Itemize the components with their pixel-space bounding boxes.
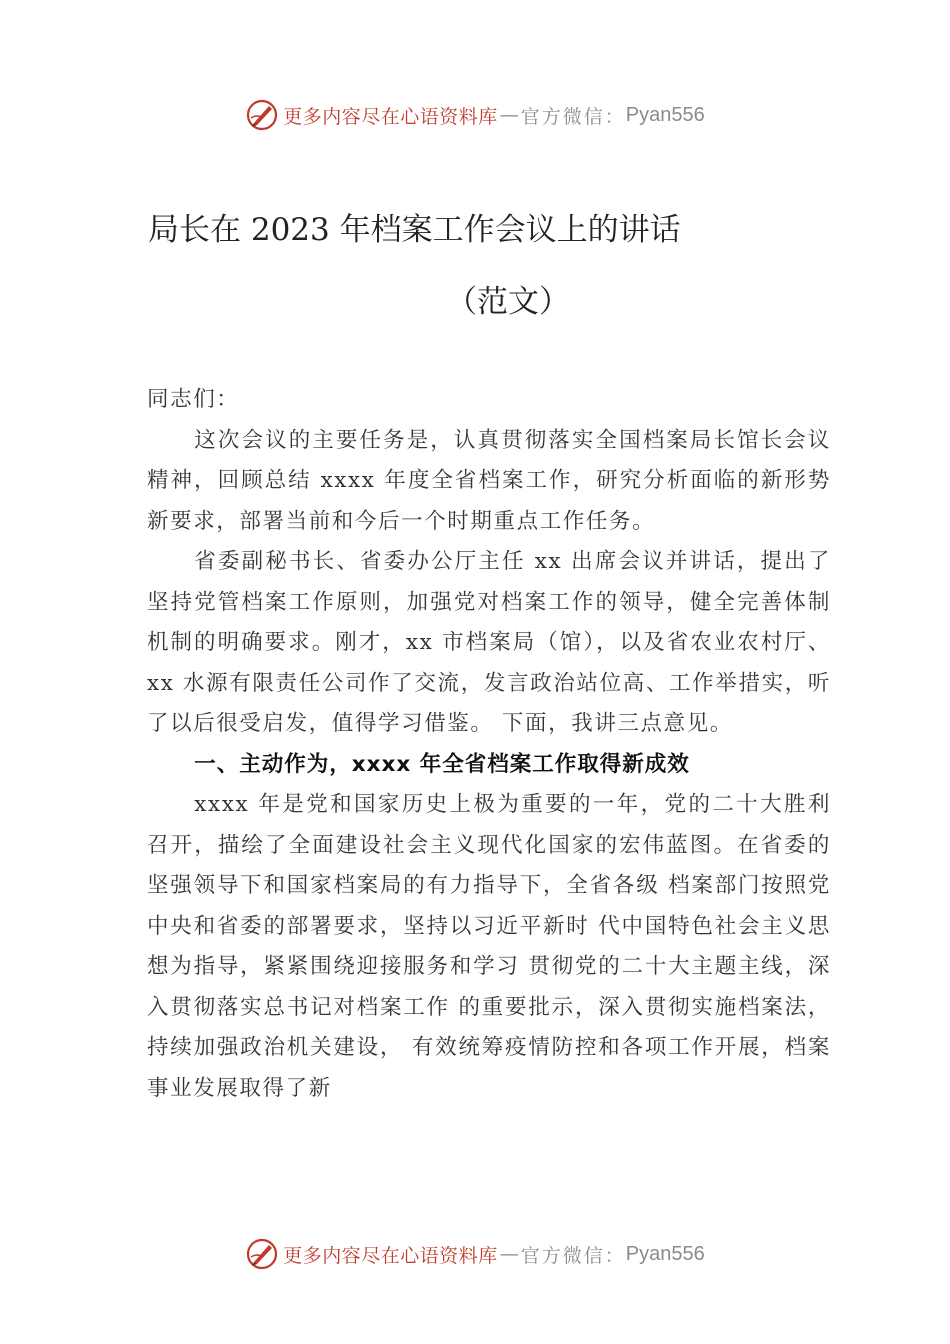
section-heading-1: 一、主动作为，xxxx 年全省档案工作取得新成效: [194, 751, 690, 777]
pen-logo-icon: [245, 98, 279, 132]
paragraph-3: xxxx 年是党和国家历史上极为重要的一年，党的二十大胜利召开，描绘了全面建设社会主义现代化国家的宏伟蓝图。在省委的坚强领导下和国家档案局的有力指导下，全省各级 档案部门按照党中央和省委的部署要求，坚持以习近平新时 代中国特色社会主义思想为指导，紧紧围绕迎接服务和学习 贯彻党的二十大主题主线，深入贯彻落实总书记对档案工作 的重要批示，深入贯彻实施档案法，持续加强政治机关建设， 有效统筹疫情防控和各项工作开展，档案事业发展取得了新: [147, 792, 831, 1101]
wechat-id: Pyan556: [625, 103, 705, 126]
banner-dash: —: [499, 104, 519, 126]
salutation: 同志们：: [147, 387, 240, 412]
document-body: [147, 380, 831, 1109]
paragraph-2: 省委副秘书长、省委办公厅主任 xx 出席会议并讲话，提出了坚持党管档案工作原则，加强党对档案工作的领导，健全完善体制机制的明确要求。刚才，xx 市档案局（馆），以及省农业农村厅、xx 水源有限责任公司作了交流，发言政治站位高、工作举措实，听了以后很受启发，值得学习借鉴。 下面，我讲三点意见。: [147, 549, 831, 736]
paragraph-1: 这次会议的主要任务是，认真贯彻落实全国档案局长馆长会议精神，回顾总结 xxxx 年度全省档案工作，研究分析面临的新形势新要求，部署当前和今后一个时期重点工作任务。: [147, 427, 831, 534]
brand-text: 更多内容尽在心语资料库: [283, 1244, 498, 1267]
brand-text: 更多内容尽在心语资料库: [283, 105, 498, 128]
header-banner: [0, 95, 950, 135]
document-title: 局长在 2023 年档案工作会议上的讲话: [148, 212, 681, 248]
wechat-label: 官方微信：: [520, 105, 626, 128]
wechat-id: Pyan556: [625, 1242, 705, 1265]
wechat-label: 官方微信：: [520, 1244, 626, 1267]
footer-banner: [0, 1234, 950, 1274]
document-subtitle: （范文）: [446, 284, 570, 320]
pen-logo-icon: [245, 1237, 279, 1271]
banner-dash: —: [499, 1243, 519, 1265]
